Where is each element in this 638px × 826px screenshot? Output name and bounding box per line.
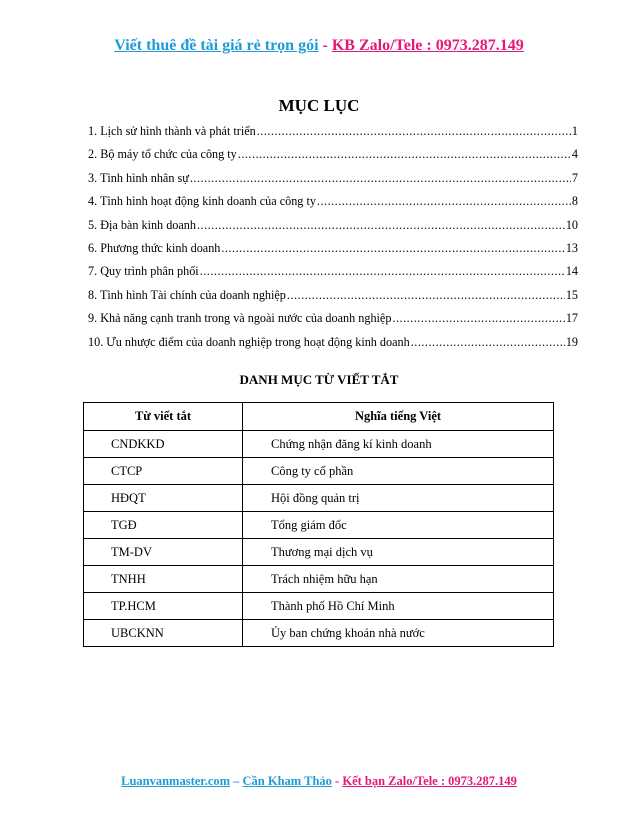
toc-item[interactable]	[88, 167, 578, 190]
toc-dot-leader	[287, 284, 565, 307]
toc-item-page: 13	[565, 240, 578, 255]
footer-contact-link[interactable]: Cần Kham Thảo	[242, 774, 332, 788]
toc-item-label: 2. Bộ máy tổ chức của công ty	[88, 147, 237, 162]
meaning-cell: Trách nhiệm hữu hạn	[243, 566, 554, 593]
table-row	[84, 593, 554, 620]
table-row	[84, 458, 554, 485]
toc-item-label: 7. Quy trình phân phối	[88, 264, 199, 279]
toc-item-label: 1. Lịch sử hình thành và phát triển	[88, 124, 256, 138]
meaning-cell: Công ty cổ phần	[243, 458, 554, 485]
toc-item[interactable]	[88, 260, 578, 283]
toc-title: MỤC LỤC	[278, 96, 360, 115]
table-row	[84, 431, 554, 458]
toc-item-label: 5. Địa bàn kinh doanh	[88, 217, 196, 232]
toc-item-label: 4. Tình hình hoạt động kinh doanh của công ty	[88, 194, 316, 209]
footer-dash: –	[230, 774, 243, 788]
toc-item[interactable]	[88, 190, 578, 213]
toc-item-label: 9. Khả năng cạnh tranh trong và ngoài nước của doanh nghiệp	[88, 311, 392, 326]
toc-item-page: 19	[565, 334, 578, 349]
toc-dot-leader	[257, 120, 571, 143]
toc-item-page: 7	[571, 170, 578, 185]
footer-separator: -	[331, 774, 343, 788]
meaning-cell: Thương mại dịch vụ	[243, 539, 554, 566]
toc-dot-leader	[238, 143, 571, 166]
toc-item-label: 6. Phương thức kinh doanh	[88, 240, 221, 255]
abbreviation-cell: UBCKNN	[84, 620, 243, 647]
footer-zalo-link[interactable]: Kết bạn Zalo/Tele : 0973.287.149	[342, 774, 517, 788]
meaning-cell: Thành phố Hồ Chí Minh	[243, 593, 554, 620]
header-service-link[interactable]: Viết thuê đề tài giá rẻ trọn gói	[114, 37, 319, 54]
page-header	[0, 37, 638, 55]
abbreviation-cell: CTCP	[84, 458, 243, 485]
toc-item[interactable]	[88, 284, 578, 307]
abbreviation-column-header: Từ viết tắt	[84, 403, 243, 431]
toc-item-page: 10	[565, 217, 578, 232]
toc-dot-leader	[197, 214, 565, 237]
abbreviation-cell: TGĐ	[84, 512, 243, 539]
toc-item[interactable]	[88, 307, 578, 330]
meaning-cell: Chứng nhận đăng kí kinh doanh	[243, 431, 554, 458]
table-row	[84, 566, 554, 593]
page-footer	[0, 774, 638, 789]
toc-dot-leader	[190, 167, 571, 190]
table-of-contents	[88, 120, 578, 354]
meaning-cell: Ủy ban chứng khoán nhà nước	[243, 620, 554, 647]
abbreviations-title: DANH MỤC TỪ VIẾT TẮT	[239, 372, 399, 387]
table-row	[84, 512, 554, 539]
meaning-column-header: Nghĩa tiếng Việt	[243, 403, 554, 431]
footer-site-link[interactable]: Luanvanmaster.com	[121, 774, 231, 788]
toc-item[interactable]	[88, 120, 578, 143]
table-row	[84, 485, 554, 512]
meaning-cell: Hội đồng quản trị	[243, 485, 554, 512]
table-row	[84, 620, 554, 647]
toc-item[interactable]	[88, 143, 578, 166]
abbreviations-header-row	[84, 403, 554, 431]
toc-item-page: 4	[571, 147, 578, 162]
toc-dot-leader	[317, 190, 571, 213]
abbreviation-cell: CNDKKD	[84, 431, 243, 458]
abbreviation-cell: TNHH	[84, 566, 243, 593]
meaning-cell: Tổng giám đốc	[243, 512, 554, 539]
toc-item-page: 17	[565, 311, 578, 326]
toc-item-label: 10. Ưu nhược điểm của doanh nghiệp trong hoạt động kinh doanh	[88, 334, 410, 349]
toc-item[interactable]	[88, 237, 578, 260]
toc-item-page: 15	[565, 287, 578, 302]
toc-dot-leader	[392, 307, 564, 330]
abbreviation-cell: TM-DV	[84, 539, 243, 566]
toc-item-label: 8. Tình hình Tài chính của doanh nghiệp	[88, 287, 286, 302]
abbreviation-cell: HĐQT	[84, 485, 243, 512]
table-row	[84, 539, 554, 566]
toc-item-page: 8	[571, 194, 578, 209]
toc-item-page: 14	[565, 264, 578, 279]
toc-dot-leader	[411, 331, 565, 354]
abbreviation-cell: TP.HCM	[84, 593, 243, 620]
header-separator: -	[318, 37, 332, 54]
toc-dot-leader	[200, 260, 565, 283]
toc-item[interactable]	[88, 214, 578, 237]
toc-dot-leader	[221, 237, 564, 260]
toc-item-page: 1	[571, 124, 578, 138]
header-contact-link[interactable]: KB Zalo/Tele : 0973.287.149	[331, 37, 524, 54]
toc-item[interactable]	[88, 331, 578, 354]
abbreviations-table	[83, 402, 554, 647]
toc-item-label: 3. Tình hình nhân sự	[88, 170, 189, 185]
